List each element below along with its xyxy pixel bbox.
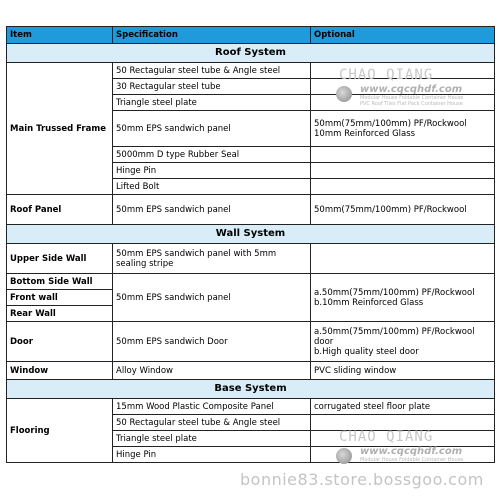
spec-cell: 50mm EPS sandwich panel bbox=[113, 274, 311, 322]
watermark-logo: CHAO QIANG bbox=[339, 67, 434, 83]
item-window: Window bbox=[7, 362, 113, 380]
optional-cell bbox=[311, 447, 495, 463]
spec-cell: 50mm EPS sandwich Door bbox=[113, 322, 311, 362]
optional-cell bbox=[311, 431, 495, 447]
optional-cell bbox=[311, 63, 495, 79]
optional-cell bbox=[311, 244, 495, 274]
section-roof-system: Roof System bbox=[7, 44, 495, 63]
spec-table-container bbox=[6, 26, 494, 500]
table-row bbox=[7, 244, 495, 274]
spec-cell: Triangle steel plate bbox=[113, 95, 311, 111]
watermark-site: www.cqcqhdf.com bbox=[360, 446, 463, 457]
optional-cell bbox=[311, 147, 495, 163]
header-optional: Optional bbox=[311, 27, 495, 44]
table-row bbox=[7, 362, 495, 380]
item-rear-wall: Rear Wall bbox=[7, 306, 113, 322]
spec-cell: 50 Rectagular steel tube & Angle steel bbox=[113, 415, 311, 431]
spec-cell: 50mm EPS sandwich panel bbox=[113, 111, 311, 147]
section-wall-system: Wall System bbox=[7, 225, 495, 244]
spec-cell: 50mm EPS sandwich panel bbox=[113, 195, 311, 225]
watermark-logo: CHAO QIANG bbox=[339, 429, 434, 445]
optional-cell: 50mm(75mm/100mm) PF/Rockwool 10mm Reinforced Glass bbox=[311, 111, 495, 147]
optional-cell bbox=[311, 95, 495, 111]
optional-cell bbox=[311, 415, 495, 431]
table-row bbox=[7, 322, 495, 362]
spec-cell: 5000mm D type Rubber Seal bbox=[113, 147, 311, 163]
optional-cell: PVC sliding window bbox=[311, 362, 495, 380]
spec-cell: 50mm EPS sandwich panel with 5mm sealing stripe bbox=[113, 244, 311, 274]
header-specification: Specification bbox=[113, 27, 311, 44]
spec-cell: 30 Rectagular steel tube bbox=[113, 79, 311, 95]
spec-cell: Hinge Pin bbox=[113, 163, 311, 179]
optional-cell bbox=[311, 179, 495, 195]
table-row bbox=[7, 195, 495, 225]
spec-cell: Alloy Window bbox=[113, 362, 311, 380]
spec-cell: Triangle steel plate bbox=[113, 431, 311, 447]
optional-cell: a.50mm(75mm/100mm) PF/Rockwool b.10mm Reinforced Glass bbox=[311, 274, 495, 322]
optional-cell bbox=[311, 163, 495, 179]
item-upper-side-wall: Upper Side Wall bbox=[7, 244, 113, 274]
table-row bbox=[7, 63, 495, 79]
header-item: Item bbox=[7, 27, 113, 44]
table-row bbox=[7, 274, 495, 290]
item-flooring: Flooring bbox=[7, 399, 113, 463]
optional-cell: 50mm(75mm/100mm) PF/Rockwool bbox=[311, 195, 495, 225]
footer-watermark: bonnie83.store.bossgoo.com bbox=[240, 470, 484, 489]
item-front-wall: Front wall bbox=[7, 290, 113, 306]
watermark-sub2: PVC Roof Tiles Flat Pack Container House bbox=[360, 101, 463, 107]
spec-cell: 50 Rectagular steel tube & Angle steel bbox=[113, 63, 311, 79]
item-bottom-side-wall: Bottom Side Wall bbox=[7, 274, 113, 290]
spec-table bbox=[6, 26, 495, 463]
optional-cell: a.50mm(75mm/100mm) PF/Rockwool door b.High quality steel door bbox=[311, 322, 495, 362]
watermark-sub1: Modular House Foldable Container House bbox=[360, 95, 464, 101]
item-main-trussed-frame: Main Trussed Frame bbox=[7, 63, 113, 195]
table-header-row bbox=[7, 27, 495, 44]
item-roof-panel: Roof Panel bbox=[7, 195, 113, 225]
spec-cell: Hinge Pin bbox=[113, 447, 311, 463]
watermark-site: www.cqcqhdf.com bbox=[360, 84, 463, 95]
optional-cell: corrugated steel floor plate bbox=[311, 399, 495, 415]
section-base-system: Base System bbox=[7, 380, 495, 399]
optional-cell bbox=[311, 79, 495, 95]
spec-cell: 15mm Wood Plastic Composite Panel bbox=[113, 399, 311, 415]
item-door: Door bbox=[7, 322, 113, 362]
table-row bbox=[7, 399, 495, 415]
watermark-sub1: Modular House Foldable Container House bbox=[360, 457, 464, 463]
spec-cell: Lifted Bolt bbox=[113, 179, 311, 195]
